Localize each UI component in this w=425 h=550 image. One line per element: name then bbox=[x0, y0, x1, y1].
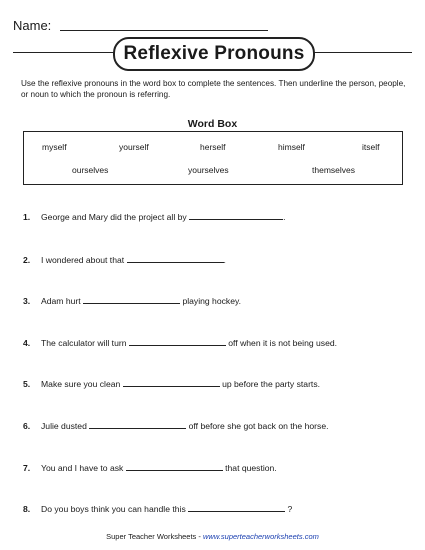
question-text-after: ? bbox=[287, 504, 293, 514]
answer-blank[interactable] bbox=[188, 503, 285, 512]
question-text-before: Make sure you clean bbox=[41, 379, 121, 389]
footer bbox=[0, 532, 425, 541]
question-6 bbox=[23, 420, 328, 431]
question-text-after: off before she got back on the horse. bbox=[188, 421, 329, 431]
answer-blank[interactable] bbox=[129, 337, 226, 346]
word-herself: herself bbox=[200, 142, 226, 152]
question-number: 8. bbox=[23, 504, 31, 514]
word-yourself: yourself bbox=[119, 142, 149, 152]
word-myself: myself bbox=[42, 142, 67, 152]
question-text-before: George and Mary did the project all by bbox=[41, 212, 187, 222]
question-text-after: . bbox=[223, 255, 226, 265]
question-text-before: You and I have to ask bbox=[41, 463, 124, 473]
question-4 bbox=[23, 337, 337, 348]
name-label: Name: bbox=[13, 18, 52, 33]
question-number: 6. bbox=[23, 421, 31, 431]
question-number: 4. bbox=[23, 338, 31, 348]
word-himself: himself bbox=[278, 142, 305, 152]
question-text-after: up before the party starts. bbox=[222, 379, 321, 389]
question-8 bbox=[23, 503, 292, 514]
question-text-after: . bbox=[283, 212, 286, 222]
question-number: 3. bbox=[23, 296, 31, 306]
question-1 bbox=[23, 211, 285, 222]
name-blank-line[interactable] bbox=[60, 30, 268, 31]
answer-blank[interactable] bbox=[83, 295, 180, 304]
worksheet-title: Reflexive Pronouns bbox=[113, 37, 315, 71]
footer-brand: Super Teacher Worksheets - bbox=[106, 532, 203, 541]
question-text-before: Do you boys think you can handle this bbox=[41, 504, 186, 514]
question-2 bbox=[23, 254, 226, 265]
word-itself: itself bbox=[362, 142, 380, 152]
word-ourselves: ourselves bbox=[72, 165, 109, 175]
question-5 bbox=[23, 378, 320, 389]
answer-blank[interactable] bbox=[189, 211, 286, 222]
question-number: 7. bbox=[23, 463, 31, 473]
question-number: 1. bbox=[23, 212, 31, 222]
question-text-after: that question. bbox=[225, 463, 277, 473]
word-themselves: themselves bbox=[312, 165, 355, 175]
answer-blank[interactable] bbox=[127, 254, 224, 263]
question-text-before: Julie dusted bbox=[41, 421, 87, 431]
question-text-after: playing hockey. bbox=[182, 296, 242, 306]
word-yourselves: yourselves bbox=[188, 165, 229, 175]
question-text-after: off when it is not being used. bbox=[228, 338, 338, 348]
answer-blank[interactable] bbox=[123, 378, 220, 387]
question-text-before: The calculator will turn bbox=[41, 338, 127, 348]
word-box-title: Word Box bbox=[187, 118, 238, 130]
answer-blank[interactable] bbox=[89, 420, 186, 429]
word-box bbox=[23, 131, 403, 185]
question-number: 2. bbox=[23, 255, 31, 265]
question-number: 5. bbox=[23, 379, 31, 389]
question-text-before: Adam hurt bbox=[41, 296, 81, 306]
answer-blank[interactable] bbox=[126, 462, 223, 471]
question-3 bbox=[23, 295, 241, 306]
question-7 bbox=[23, 462, 277, 473]
instructions-text: Use the reflexive pronouns in the word box to complete the sentences. Then underline the person, people, or noun to which the pronoun is referring. bbox=[21, 79, 406, 99]
question-text-before: I wondered about that bbox=[41, 255, 125, 265]
footer-link[interactable]: www.superteacherworksheets.com bbox=[202, 532, 319, 541]
